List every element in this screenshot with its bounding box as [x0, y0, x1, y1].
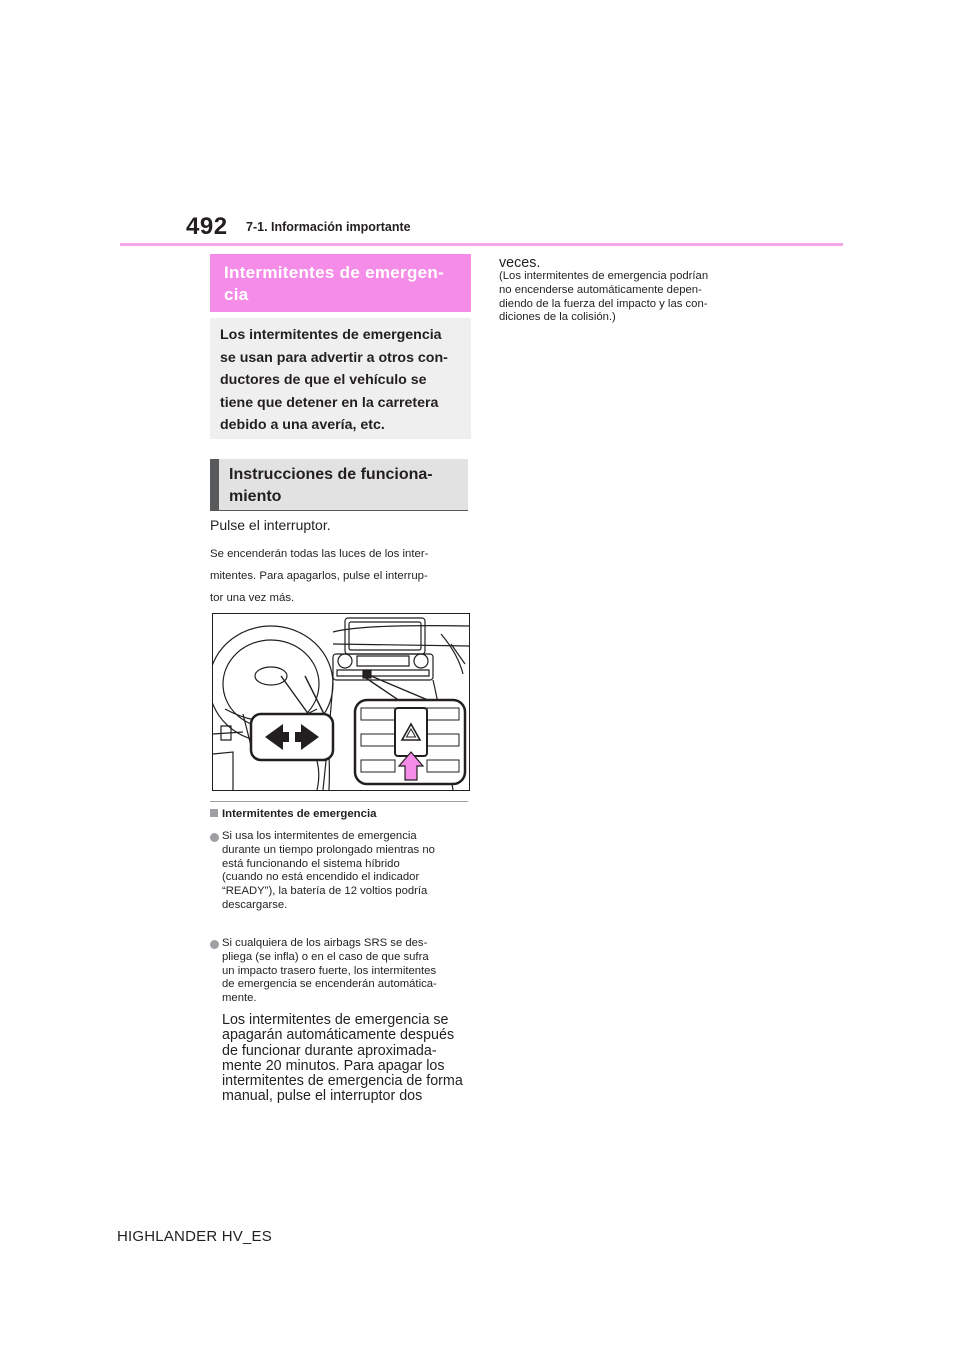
- turn-signal-callout: [251, 714, 333, 760]
- note-title-text: Intermitentes de emergencia: [222, 808, 377, 820]
- round-bullet-icon: [210, 940, 219, 949]
- note-title: [210, 808, 376, 820]
- note-bullet-2-text: Si cualquiera de los airbags SRS se des- pliega (se infla) o en el caso de que sufra un impacto trasero fuerte, los intermitentes de emergencia se encenderán automática- mente.: [222, 937, 437, 1005]
- square-bullet-icon: [210, 809, 218, 817]
- section-title: 7-1. Información importante: [246, 220, 411, 234]
- hazard-heading-box: [210, 254, 471, 312]
- dashboard-illustration: [213, 614, 469, 790]
- continuation-text: Los intermitentes de emergencia se apagarán automáticamente después de funcionar durante aproximada- mente 20 minutos. Para apagar los intermitentes de emergencia de forma manual, pulse el interruptor dos: [222, 1012, 463, 1105]
- note-rule: [210, 801, 468, 802]
- hazard-heading: Intermitentes de emergen- cia: [224, 263, 445, 304]
- page-number: 492: [186, 213, 228, 240]
- hazard-switch-callout: [355, 700, 465, 784]
- note-bullet-1: [210, 830, 472, 913]
- round-bullet-icon: [210, 833, 219, 842]
- instructions-heading: Instrucciones de funciona- miento: [229, 466, 433, 505]
- note-bullet-2: [210, 937, 472, 1006]
- header-rule: [120, 243, 843, 246]
- center-display-icon: [345, 618, 425, 654]
- step-detail: Se encenderán todas las luces de los inter- mitentes. Para apagarlos, pulse el interrup- tor una vez más.: [210, 548, 429, 604]
- instructions-underline: [210, 510, 468, 511]
- right-continuation-small: (Los intermitentes de emergencia podrían no encenderse automáticamente depen- diendo de la fuerza del impacto y las con- diciones de la colisión.): [499, 270, 709, 324]
- right-continuation-big: veces.: [499, 255, 541, 271]
- instructions-heading-box: [210, 459, 468, 510]
- step-text: Pulse el interruptor.: [210, 517, 331, 533]
- hazard-switch-figure: [212, 613, 470, 791]
- footer-model: HIGHLANDER HV_ES: [117, 1228, 272, 1245]
- note-bullet-1-text: Si usa los intermitentes de emergencia durante un tiempo prolongado mientras no está funcionando el sistema híbrido (cuando no está encendido el indicador “READY”), la batería de 12 voltios podría descargarse.: [222, 830, 435, 911]
- intro-text: Los intermitentes de emergencia se usan para advertir a otros con- ductores de que el vehículo se tiene que detener en la carretera debido a una avería, etc.: [220, 327, 448, 433]
- intro-box: [210, 318, 471, 439]
